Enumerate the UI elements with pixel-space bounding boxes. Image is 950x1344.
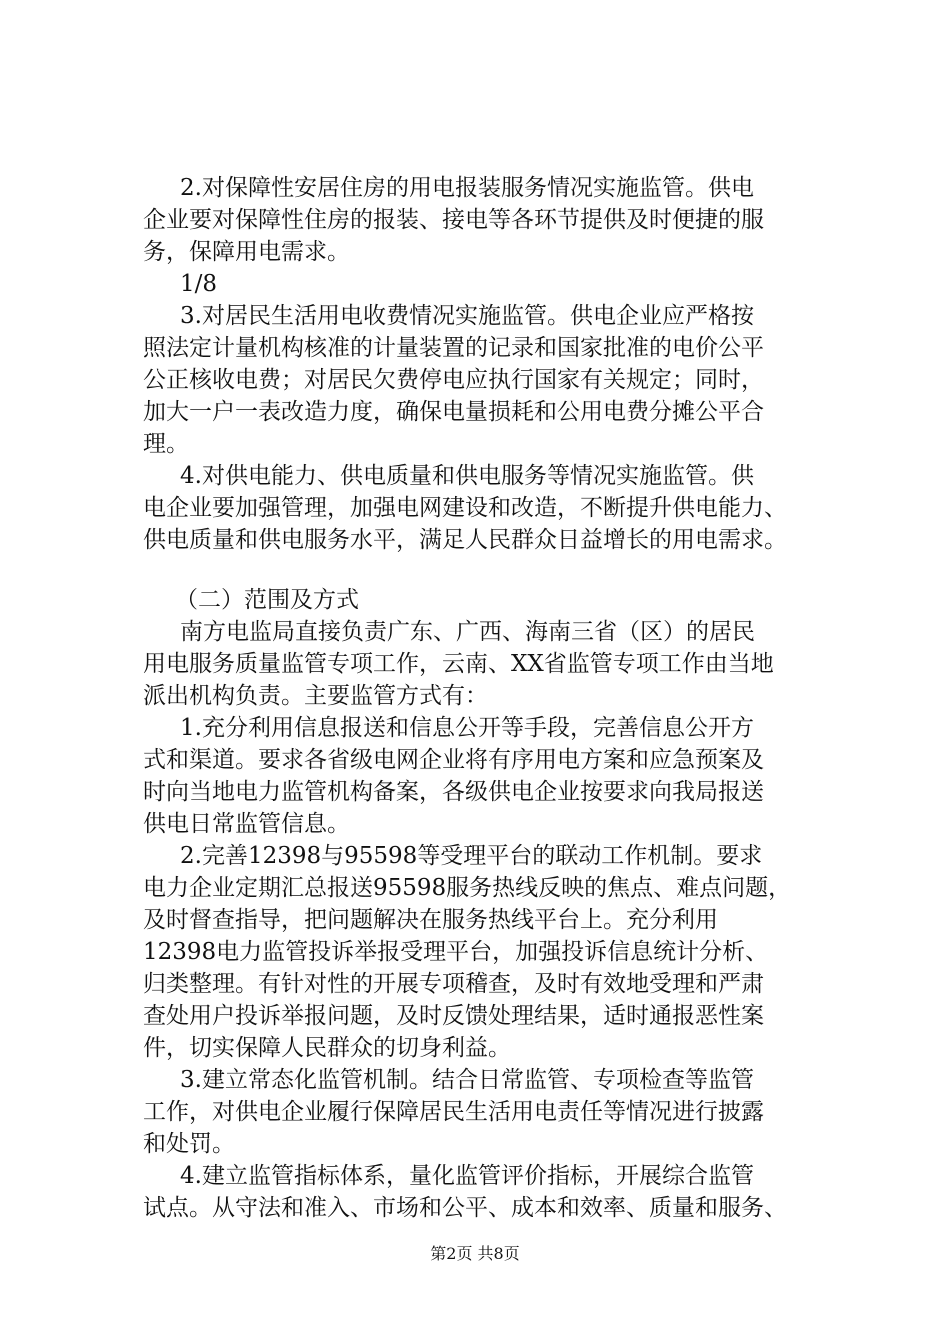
text-line: 式和渠道。要求各省级电网企业将有序用电方案和应急预案及 bbox=[143, 747, 764, 773]
text-line: 试点。从守法和准入、市场和公平、成本和效率、质量和服务、 bbox=[143, 1195, 787, 1221]
text-line: 工作，对供电企业履行保障居民生活用电责任等情况进行披露 bbox=[143, 1099, 764, 1125]
text-line: 4.对供电能力、供电质量和供电服务等情况实施监管。供 bbox=[180, 463, 754, 489]
text-line: 理。 bbox=[143, 431, 189, 457]
paragraph-item-4-capacity bbox=[143, 460, 835, 556]
paragraph-scope-intro bbox=[143, 616, 835, 712]
text-line: 3.建立常态化监管机制。结合日常监管、专项检查等监管 bbox=[180, 1067, 754, 1093]
paragraph-item-3-billing bbox=[143, 300, 835, 460]
text-line: 电企业要加强管理，加强电网建设和改造，不断提升供电能力、 bbox=[143, 495, 787, 521]
text-line: 用电服务质量监管专项工作，云南、XX省监管专项工作由当地 bbox=[143, 651, 774, 677]
text-line: 企业要对保障性住房的报装、接电等各环节提供及时便捷的服 bbox=[143, 207, 764, 233]
page-footer bbox=[0, 1244, 950, 1264]
text-line: 供电日常监管信息。 bbox=[143, 811, 350, 837]
paragraph-item-2-housing bbox=[143, 172, 835, 268]
text-line: 电力企业定期汇总报送95598服务热线反映的焦点、难点问题， bbox=[143, 875, 792, 901]
text-line: 和处罚。 bbox=[143, 1131, 235, 1157]
page-marker: 1/8 bbox=[180, 271, 218, 297]
paragraph-method-1 bbox=[143, 712, 835, 840]
text-line: 2.完善12398与95598等受理平台的联动工作机制。要求 bbox=[180, 843, 763, 869]
text-line: 照法定计量机构核准的计量装置的记录和国家批准的电价公平 bbox=[143, 335, 764, 361]
document-body bbox=[143, 172, 835, 1224]
paragraph-method-3 bbox=[143, 1064, 835, 1160]
paragraph-method-4 bbox=[143, 1160, 835, 1224]
text-line: 件，切实保障人民群众的切身利益。 bbox=[143, 1035, 511, 1061]
text-line: 加大一户一表改造力度，确保电量损耗和公用电费分摊公平合 bbox=[143, 399, 764, 425]
text-line: 1.充分利用信息报送和信息公开等手段，完善信息公开方 bbox=[180, 715, 754, 741]
text-line: 查处用户投诉举报问题，及时反馈处理结果，适时通报恶性案 bbox=[143, 1003, 764, 1029]
paragraph-method-2 bbox=[143, 840, 835, 1064]
text-line: 归类整理。有针对性的开展专项稽查，及时有效地受理和严肃 bbox=[143, 971, 764, 997]
text-line: 3.对居民生活用电收费情况实施监管。供电企业应严格按 bbox=[180, 303, 754, 329]
text-line: 务，保障用电需求。 bbox=[143, 239, 350, 265]
text-line: 南方电监局直接负责广东、广西、海南三省（区）的居民 bbox=[180, 619, 755, 645]
text-line: 时向当地电力监管机构备案，各级供电企业按要求向我局报送 bbox=[143, 779, 764, 805]
text-line: 2.对保障性安居住房的用电报装服务情况实施监管。供电 bbox=[180, 175, 754, 201]
section-heading: （二）范围及方式 bbox=[175, 587, 359, 613]
text-line: 12398电力监管投诉举报受理平台，加强投诉信息统计分析、 bbox=[143, 939, 769, 965]
text-line: 及时督查指导，把问题解决在服务热线平台上。充分利用 bbox=[143, 907, 718, 933]
page-number-label: 第2页 共8页 bbox=[430, 1244, 520, 1263]
section-spacer bbox=[143, 556, 835, 584]
text-line: 公正核收电费；对居民欠费停电应执行国家有关规定；同时， bbox=[143, 367, 764, 393]
text-line: 4.建立监管指标体系，量化监管评价指标，开展综合监管 bbox=[180, 1163, 754, 1189]
text-line: 供电质量和供电服务水平，满足人民群众日益增长的用电需求。 bbox=[143, 527, 787, 553]
text-line: 派出机构负责。主要监管方式有： bbox=[143, 683, 488, 709]
